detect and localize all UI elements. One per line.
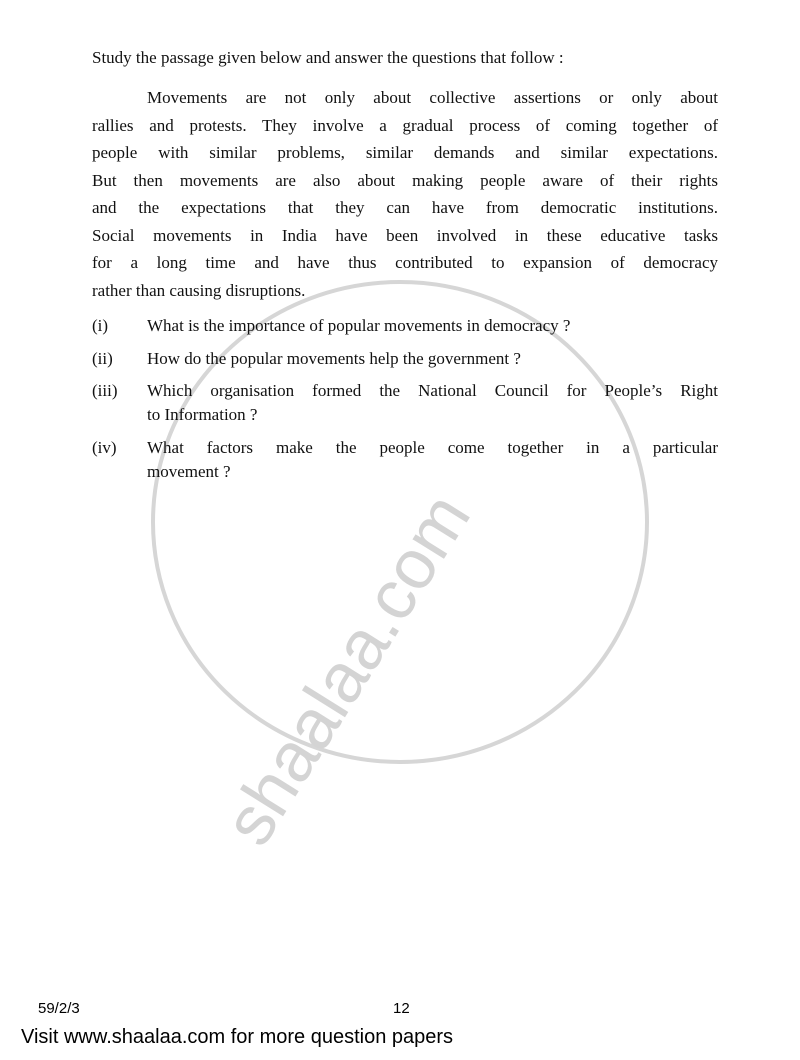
question-number: (ii) — [92, 349, 113, 368]
question-text — [147, 379, 718, 427]
page-number: 12 — [393, 1000, 410, 1017]
passage-line: Social movements in India have been involved in these educative tasks — [92, 226, 718, 245]
instruction: Study the passage given below and answer the questions that follow : — [92, 48, 564, 67]
question-text — [147, 347, 718, 371]
passage-line: for a long time and have thus contributed to expansion of democracy — [92, 253, 718, 272]
passage-line: Movements are not only about collective assertions or only about — [147, 88, 718, 107]
question-line: Which organisation formed the National Council for People’s Right — [147, 381, 718, 400]
question-line: to Information ? — [147, 405, 258, 424]
passage-line: rather than causing disruptions. — [92, 281, 306, 300]
passage-line: people with similar problems, similar demands and similar expectations. — [92, 143, 718, 162]
passage-line: and the expectations that they can have from democratic institutions. — [92, 198, 718, 217]
question-number: (iii) — [92, 381, 118, 400]
question-number: (iv) — [92, 438, 117, 457]
passage-line: But then movements are also about making people aware of their rights — [92, 171, 718, 190]
question-line: What is the importance of popular movements in democracy ? — [147, 316, 571, 335]
question-text — [147, 314, 718, 338]
question-number: (i) — [92, 316, 109, 335]
visit-link[interactable]: Visit www.shaalaa.com for more question papers — [21, 1026, 454, 1048]
question-line: movement ? — [147, 462, 231, 481]
question-line: How do the popular movements help the government ? — [147, 349, 521, 368]
paper-code: 59/2/3 — [38, 1000, 80, 1017]
watermark-text: shaalaa.com — [208, 480, 486, 858]
question-text — [147, 436, 718, 484]
question-line: What factors make the people come together in a particular — [147, 438, 718, 457]
passage-line: rallies and protests. They involve a gradual process of coming together of — [92, 116, 718, 135]
